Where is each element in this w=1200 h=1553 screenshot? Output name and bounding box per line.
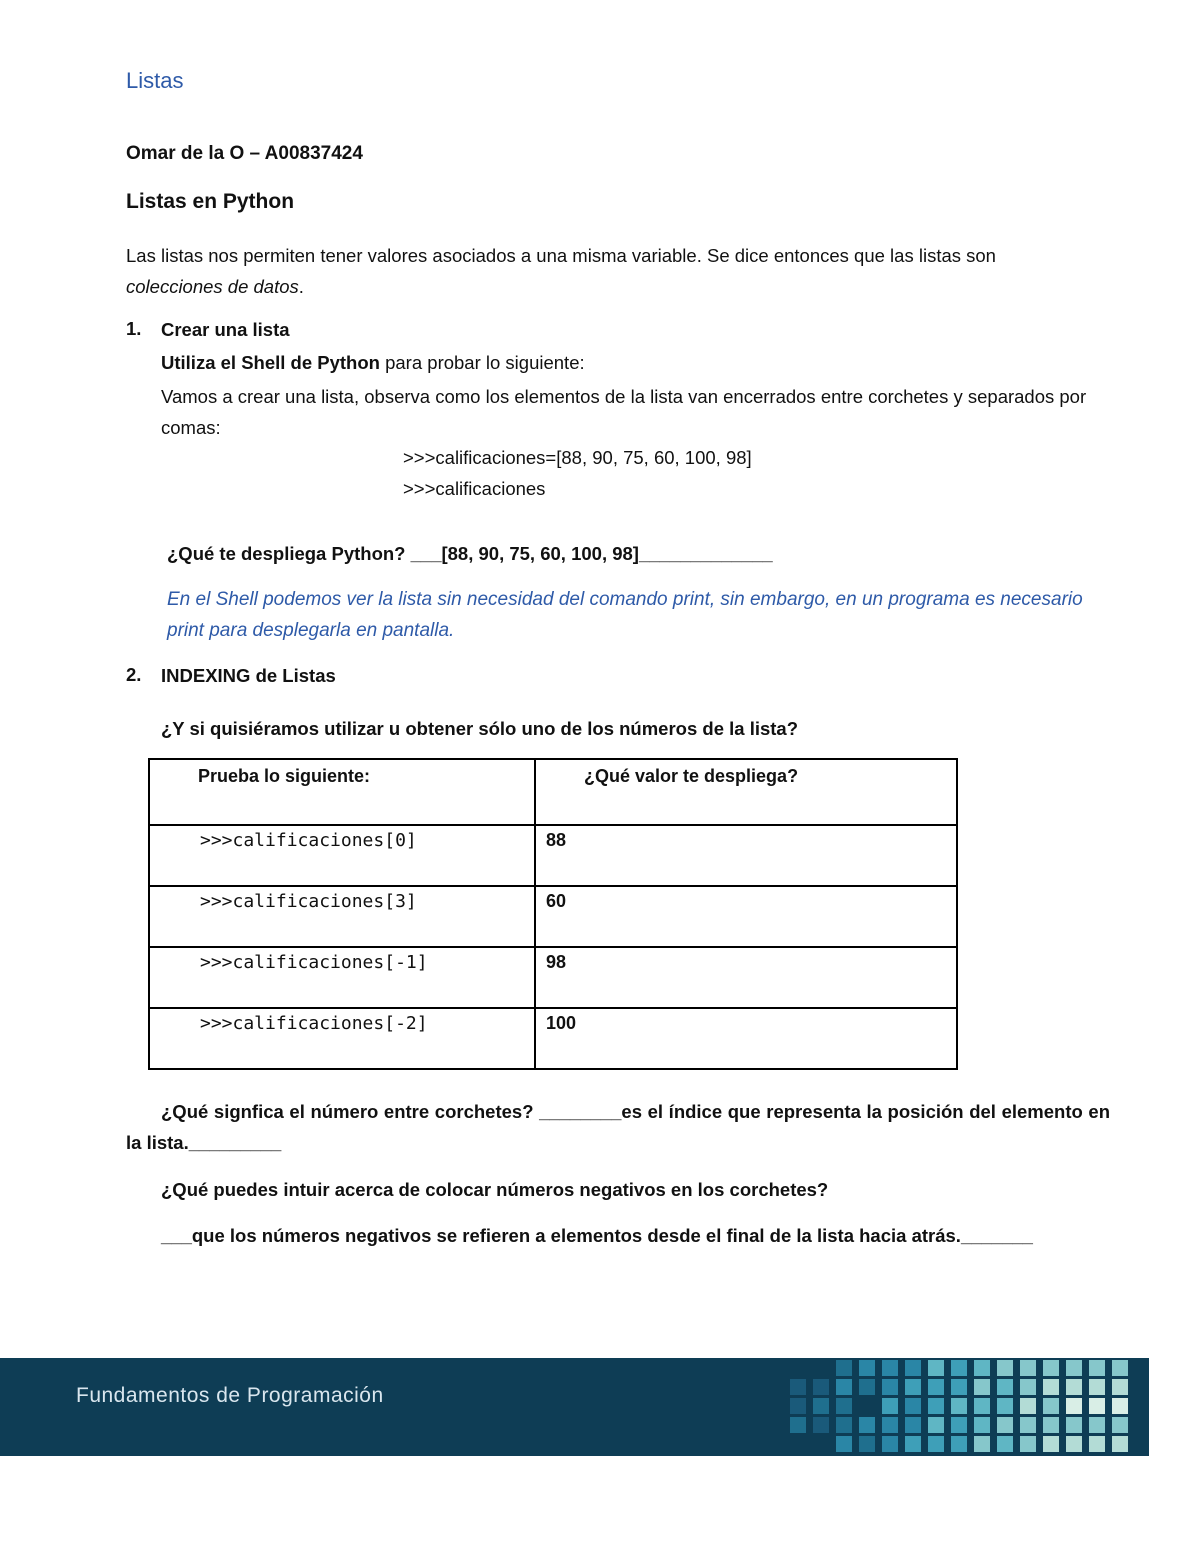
item1-note: En el Shell podemos ver la lista sin necesidad del comando print, sin embargo, en un programa es necesario print para desplegarla en pantalla. — [167, 589, 1083, 641]
mosaic-square — [1089, 1398, 1105, 1414]
mosaic-square — [928, 1436, 944, 1452]
item1-description: Vamos a crear una lista, observa como los elementos de la lista van encerrados entre corchetes y separados por comas: — [161, 386, 1087, 438]
intro-text: Las listas nos permiten tener valores asociados a una misma variable. Se dice entonces que las listas son — [126, 245, 996, 266]
table-cell-value: 60 — [535, 886, 957, 947]
item1-instruction-rest: para probar lo siguiente: — [379, 352, 585, 373]
mosaic-square — [1020, 1379, 1036, 1395]
mosaic-square — [1066, 1379, 1082, 1395]
code-line-1: >>>calificaciones=[88, 90, 75, 60, 100, 98] — [403, 447, 752, 468]
mosaic-square — [997, 1379, 1013, 1395]
page-header-title: Listas — [126, 68, 184, 93]
mosaic-square — [1112, 1436, 1128, 1452]
table-cell-code: >>>calificaciones[-2] — [149, 1008, 535, 1069]
table-row — [149, 947, 957, 1008]
mosaic-square — [928, 1398, 944, 1414]
mosaic-square — [928, 1417, 944, 1433]
mosaic-square — [1020, 1360, 1036, 1376]
table-row — [149, 1008, 957, 1069]
mosaic-square — [905, 1360, 921, 1376]
mosaic-square — [1112, 1360, 1128, 1376]
item1-instruction — [161, 347, 585, 378]
mosaic-square — [813, 1398, 829, 1414]
mosaic-square — [905, 1417, 921, 1433]
mosaic-square — [1020, 1417, 1036, 1433]
code-line-2: >>>calificaciones — [403, 478, 546, 499]
mosaic-square — [813, 1379, 829, 1395]
mosaic-square — [882, 1379, 898, 1395]
mosaic-square — [1089, 1379, 1105, 1395]
mosaic-square — [790, 1379, 806, 1395]
table-row — [149, 886, 957, 947]
mosaic-square — [1112, 1379, 1128, 1395]
mosaic-square — [1112, 1417, 1128, 1433]
mosaic-square — [1089, 1417, 1105, 1433]
table-cell-code: >>>calificaciones[3] — [149, 886, 535, 947]
question-meaning: ¿Qué signfica el número entre corchetes? ________es el índice que representa la posición del elemento en la lista._________ — [126, 1101, 1110, 1153]
mosaic-square — [905, 1436, 921, 1452]
footer-text: Fundamentos de Programación — [76, 1384, 384, 1407]
item1-number: 1. — [126, 318, 142, 339]
item2-title: INDEXING de Listas — [161, 665, 336, 686]
mosaic-square — [951, 1398, 967, 1414]
table-cell-code: >>>calificaciones[-1] — [149, 947, 535, 1008]
intro-paragraph — [126, 240, 1086, 302]
mosaic-square — [974, 1360, 990, 1376]
mosaic-square — [813, 1417, 829, 1433]
table-cell-value: 100 — [535, 1008, 957, 1069]
mosaic-square — [974, 1398, 990, 1414]
mosaic-square — [882, 1398, 898, 1414]
mosaic-square — [951, 1436, 967, 1452]
table-cell-value: 88 — [535, 825, 957, 886]
mosaic-square — [1089, 1360, 1105, 1376]
mosaic-square — [951, 1379, 967, 1395]
mosaic-square — [836, 1360, 852, 1376]
indexing-table — [148, 758, 958, 1070]
mosaic-square — [951, 1360, 967, 1376]
mosaic-square — [1043, 1398, 1059, 1414]
mosaic-square — [1020, 1398, 1036, 1414]
mosaic-square — [836, 1379, 852, 1395]
mosaic-square — [928, 1360, 944, 1376]
mosaic-square — [859, 1417, 875, 1433]
mosaic-square — [882, 1436, 898, 1452]
item2-number: 2. — [126, 664, 142, 685]
table-row — [149, 825, 957, 886]
mosaic-square — [1066, 1360, 1082, 1376]
mosaic-square — [974, 1436, 990, 1452]
mosaic-square — [951, 1417, 967, 1433]
intro-italic: colecciones de datos — [126, 276, 299, 297]
mosaic-square — [1043, 1360, 1059, 1376]
item2-question: ¿Y si quisiéramos utilizar u obtener sólo uno de los números de la lista? — [161, 718, 799, 739]
mosaic-square — [997, 1360, 1013, 1376]
mosaic-square — [882, 1360, 898, 1376]
mosaic-square — [1020, 1436, 1036, 1452]
mosaic-square — [859, 1360, 875, 1376]
mosaic-square — [905, 1398, 921, 1414]
mosaic-square — [1043, 1436, 1059, 1452]
mosaic-square — [974, 1417, 990, 1433]
table-header-cell: ¿Qué valor te despliega? — [535, 759, 957, 825]
mosaic-square — [997, 1417, 1013, 1433]
mosaic-square — [836, 1398, 852, 1414]
mosaic-square — [790, 1417, 806, 1433]
mosaic-square — [1066, 1436, 1082, 1452]
question-negative: ¿Qué puedes intuir acerca de colocar números negativos en los corchetes? — [161, 1179, 829, 1200]
mosaic-square — [997, 1436, 1013, 1452]
mosaic-square — [1066, 1417, 1082, 1433]
mosaic-square — [882, 1417, 898, 1433]
table-header-cell: Prueba lo siguiente: — [149, 759, 535, 825]
mosaic-square — [905, 1379, 921, 1395]
mosaic-square — [836, 1436, 852, 1452]
author-line: Omar de la O – A00837424 — [126, 143, 363, 164]
mosaic-square — [1066, 1398, 1082, 1414]
mosaic-square — [1043, 1417, 1059, 1433]
table-cell-code: >>>calificaciones[0] — [149, 825, 535, 886]
item1-instruction-bold: Utiliza el Shell de Python — [161, 352, 380, 373]
mosaic-square — [859, 1436, 875, 1452]
intro-end: . — [298, 276, 304, 297]
mosaic-square — [1043, 1379, 1059, 1395]
mosaic-square — [836, 1417, 852, 1433]
mosaic-square — [1112, 1398, 1128, 1414]
mosaic-square — [790, 1398, 806, 1414]
mosaic-square — [928, 1379, 944, 1395]
mosaic-square — [1089, 1436, 1105, 1452]
mosaic-square — [859, 1379, 875, 1395]
answer-negative: ___que los números negativos se refieren a elementos desde el final de la lista hacia atrás._______ — [161, 1225, 1033, 1246]
table-cell-value: 98 — [535, 947, 957, 1008]
table-header-row — [149, 759, 957, 825]
item1-question: ¿Qué te despliega Python? ___[88, 90, 75, 60, 100, 98]_____________ — [167, 543, 773, 564]
section-title: Listas en Python — [126, 190, 295, 213]
mosaic-square — [997, 1398, 1013, 1414]
item1-title: Crear una lista — [161, 319, 290, 340]
mosaic-square — [974, 1379, 990, 1395]
